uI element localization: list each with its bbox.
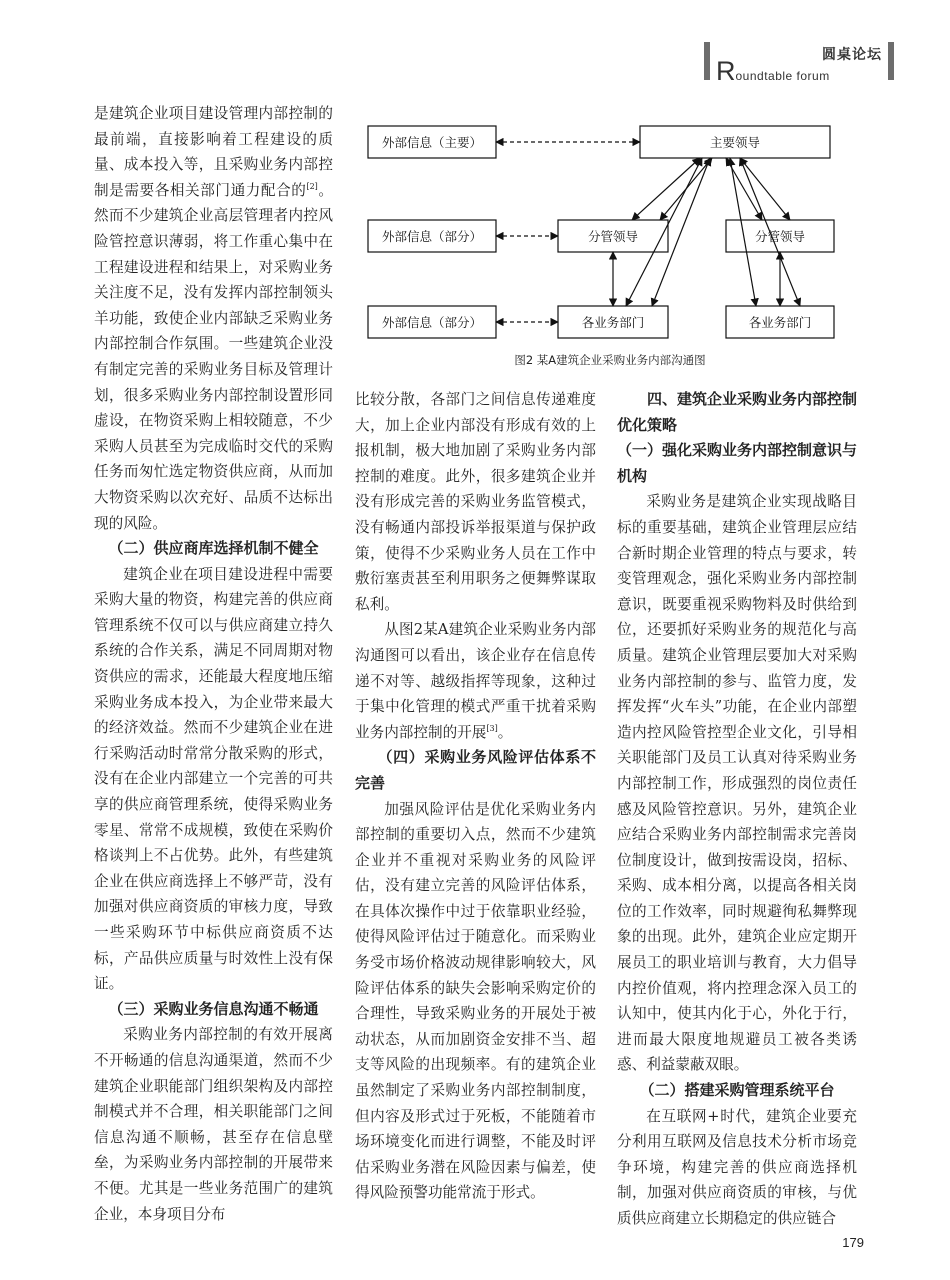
paragraph-text: 。 bbox=[497, 723, 513, 741]
diagram-label-dept1: 各业务部门 bbox=[581, 315, 645, 330]
section-heading: （三）采购业务信息沟通不畅通 bbox=[108, 999, 319, 1018]
diagram-label-dept2: 各业务部门 bbox=[748, 315, 812, 330]
section-header bbox=[704, 40, 884, 84]
diagram-label-external-part2: 外部信息（部分） bbox=[381, 315, 483, 330]
paragraph-text: 是建筑企业项目建设管理内部控制的最前端，直接影响着工程建设的质量、成本投入等，且采购业务内部控制是需要各相关部门通力配合的 bbox=[94, 105, 333, 199]
header-title: 圆桌论坛 bbox=[822, 47, 882, 63]
paragraph bbox=[94, 101, 333, 536]
paragraph: 比较分散，各部门之间信息传递难度大，加上企业内部没有形成有效的上报机制，极大地加剧了采购业务内部控制的难度。此外，很多建筑企业并没有形成完善的采购业务监管模式，没有畅通内部投诉举报渠道与保护政策，使得不少采购业务人员在工作中敷衍塞责甚至利用职务之便舞弊谋取私利。 bbox=[355, 391, 596, 613]
figure-caption: 图2 某A建筑企业采购业务内部沟通图 bbox=[514, 353, 706, 367]
paragraph bbox=[355, 617, 596, 745]
diagram-label-leader-main: 主要领导 bbox=[709, 135, 761, 150]
paragraph: 在互联网+时代，建筑企业要充分利用互联网及信息技术分析市场竞争环境，构建完善的供应商选择机制，加强对供应商资质的审核，与优质供应商建立长期稳定的供应链合 bbox=[617, 1107, 857, 1227]
section-heading: （二）搭建采购管理系统平台 bbox=[639, 1081, 835, 1100]
paragraph: 采购业务内部控制的有效开展离不开畅通的信息沟通渠道，然而不少建筑企业职能部门组织架构及内部控制模式并不合理，相关职能部门之间信息沟通不顺畅，甚至存在信息壁垒，为采购业务内部控制的开展带来不便。尤其是一些业务范围广的建筑企业，本身项目分布 bbox=[94, 1026, 333, 1223]
citation-ref: [3] bbox=[486, 723, 498, 733]
section-heading: （一）强化采购业务内部控制意识与机构 bbox=[617, 441, 858, 485]
paragraph: 采购业务是建筑企业实现战略目标的重要基础，建筑企业管理层应结合新时期企业管理的特点与要求，转变管理观念，强化采购业务内部控制意识，既要重视采购物料及时供给到位，还要抓好采购业务的规范化与高质量。建筑企业管理层要加大对采购业务内部控制的参与、监管力度，发挥发挥“火车头”功能，在企业内部塑造内控风险管控型企业文化，引导相关职能部门及员工认真对待采购业务内部控制工作，形成强烈的岗位责任感及风险管控意识。另外，建筑企业应结合采购业务内部控制需求完善岗位制度设计，做到按需设岗，招标、采购、成本相分离，以提高各相关岗位的工作效率，同时规避徇私舞弊现象的出现。此外，建筑企业应定期开展员工的职业培训与教育，大力倡导内控价值观，将内控理念深入员工的认知中，使其内化于心，外化于行，进而最大限度地规避员工被各类诱惑、利益蒙蔽双眼。 bbox=[617, 493, 857, 1074]
paragraph: 加强风险评估是优化采购业务内部控制的重要切入点，然而不少建筑企业并不重视对采购业务的风险评估，没有建立完善的风险评估体系，在具体次操作中过于依靠职业经验，使得风险评估过于随意化。而采购业务受市场价格波动规律影响较大，风险评估体系的缺失会影响采购定价的合理性，导致采购业务的开展处于被动状态，从而加剧资金安排不当、超支等风险的出现频率。有的建筑企业虽然制定了采购业务内部控制制度，但内容及形式过于死板，不能随着市场环境变化而进行调整，不能及时评估采购业务潜在风险因素与偏差，使得风险预警功能常流于形式。 bbox=[355, 800, 596, 1202]
section-heading: （四）采购业务风险评估体系不完善 bbox=[355, 748, 596, 792]
paragraph: 建筑企业在项目建设进程中需要采购大量的物资，构建完善的供应商管理系统不仅可以与供应商建立持久系统的合作关系，满足不同周期对物资供应的需求，还能最大程度地压缩采购业务成本投入，为企业带来最大的经济效益。然而不少建筑企业在进行采购活动时常常分散采购的形式，没有在企业内部建立一个完善的可共享的供应商管理系统，使得采购业务零星、常常不成规模，致使在采购价格谈判上不占优势。此外，有些建筑企业在供应商选择上不够严苛，没有加强对供应商资质的审核力度，导致一些采购环节中标供应商资质不达标，产品供应质量与时效性上没有保证。 bbox=[94, 565, 333, 993]
header-subtitle-initial: R bbox=[716, 56, 736, 86]
paragraph-text: 从图2某A建筑企业采购业务内部沟通图可以看出，该企业存在信息传递不对等、越级指挥等现象，这种过于集中化管理的模式严重干扰着采购业务内部控制的开展 bbox=[355, 621, 596, 741]
diagram-label-external-part1: 外部信息（部分） bbox=[381, 229, 483, 244]
communication-diagram bbox=[360, 120, 860, 350]
column-right bbox=[617, 387, 857, 1232]
diagram-label-leader-part2: 分管领导 bbox=[754, 229, 806, 244]
diagram-label-leader-part1: 分管领导 bbox=[587, 229, 639, 244]
diagram-arrow bbox=[740, 158, 790, 220]
paragraph-text: 。然而不少建筑企业高层管理者内控风险管控意识薄弱，将工作重心集中在工程建设进程和结果上，对采购业务关注度不足，没有发挥内部控制领头羊功能，致使企业内部缺乏采购业务内部控制合作氛围。一些建筑企业没有制定完善的采购业务目标及管理计划，很多采购业务内部控制设置形同虚设，在物资采购上相较随意，不少采购人员甚至为完成临时交代的采购任务而匆忙选定物资供应商，从而加大物资采购以次充好、品质不达标出现的风险。 bbox=[94, 181, 333, 532]
header-subtitle-rest: oundtable forum bbox=[735, 69, 830, 83]
diagram-arrow bbox=[730, 158, 756, 306]
header-subtitle bbox=[716, 58, 830, 85]
section-heading: （二）供应商库选择机制不健全 bbox=[108, 539, 319, 558]
diagram-label-external-main: 外部信息（主要） bbox=[381, 135, 483, 150]
citation-ref: [2] bbox=[306, 181, 318, 191]
page-number: 179 bbox=[842, 1235, 864, 1250]
diagram-arrow bbox=[652, 158, 710, 306]
header-bar-right bbox=[888, 42, 894, 80]
column-left bbox=[94, 101, 333, 1227]
chapter-heading: 四、建筑企业采购业务内部控制优化策略 bbox=[617, 390, 858, 434]
column-middle bbox=[355, 387, 596, 1206]
header-bar-left bbox=[704, 42, 710, 80]
